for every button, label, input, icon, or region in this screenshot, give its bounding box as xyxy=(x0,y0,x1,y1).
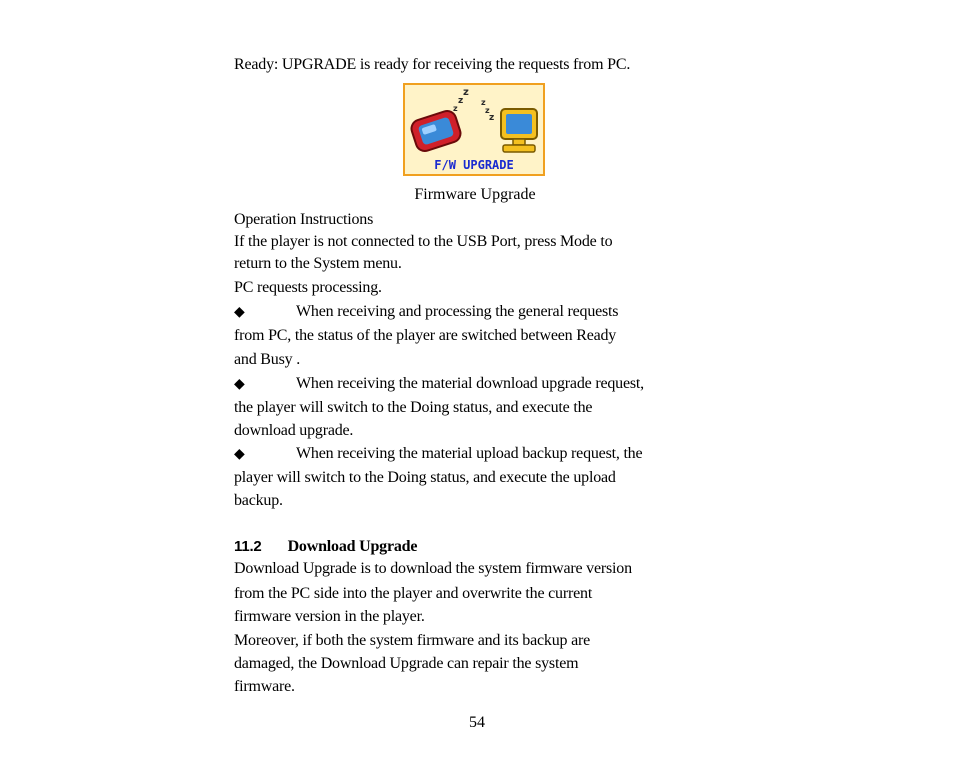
pc-monitor-icon xyxy=(501,109,537,152)
paragraph-line: damaged, the Download Upgrade can repair the system xyxy=(234,655,579,672)
svg-text:z: z xyxy=(463,87,469,98)
paragraph-line: from the PC side into the player and overwrite the current xyxy=(234,585,593,602)
paragraph-line: download upgrade. xyxy=(234,422,354,439)
section-title: Download Upgrade xyxy=(287,538,418,555)
svg-text:z: z xyxy=(481,98,486,107)
bullet-item-3 xyxy=(234,444,734,464)
firmware-upgrade-figure xyxy=(403,83,545,176)
figure-caption: Firmware Upgrade xyxy=(414,186,536,203)
paragraph-line: firmware version in the player. xyxy=(234,608,425,625)
diamond-bullet-icon: ◆ xyxy=(234,304,245,320)
section-heading xyxy=(234,537,734,557)
paragraph-line: Moreover, if both the system firmware and its backup are xyxy=(234,632,591,649)
svg-text:z: z xyxy=(489,113,495,123)
page-number: 54 xyxy=(469,714,485,731)
figure-label: F/W UPGRADE xyxy=(434,158,514,172)
bullet-text: When receiving the material upload backup request, the xyxy=(296,445,643,462)
firmware-upgrade-illustration xyxy=(403,83,545,176)
svg-text:z: z xyxy=(485,106,490,115)
svg-text:z: z xyxy=(453,104,458,113)
bullet-text: When receiving and processing the general requests xyxy=(296,303,619,320)
diamond-bullet-icon: ◆ xyxy=(234,376,245,392)
paragraph-line: Download Upgrade is to download the system firmware version xyxy=(234,560,632,577)
paragraph-line: and Busy . xyxy=(234,351,301,368)
paragraph-line: player will switch to the Doing status, and execute the upload xyxy=(234,469,616,486)
bullet-text: When receiving the material download upgrade request, xyxy=(296,375,644,392)
diamond-bullet-icon: ◆ xyxy=(234,446,245,462)
paragraph-line: backup. xyxy=(234,492,283,509)
svg-text:z: z xyxy=(458,96,464,106)
pc-requests-title: PC requests processing. xyxy=(234,279,382,296)
bullet-item-1 xyxy=(234,302,734,322)
paragraph-line: return to the System menu. xyxy=(234,255,402,272)
paragraph-line: If the player is not connected to the USB Port, press Mode to xyxy=(234,233,613,250)
bullet-item-2 xyxy=(234,374,734,394)
paragraph-line: from PC, the status of the player are switched between Ready xyxy=(234,327,617,344)
paragraph-line: the player will switch to the Doing status, and execute the xyxy=(234,399,593,416)
section-number: 11.2 xyxy=(234,538,262,555)
ready-status-text: Ready: UPGRADE is ready for receiving the requests from PC. xyxy=(234,56,631,73)
paragraph-line: firmware. xyxy=(234,678,295,695)
operation-instructions-title: Operation Instructions xyxy=(234,211,374,228)
